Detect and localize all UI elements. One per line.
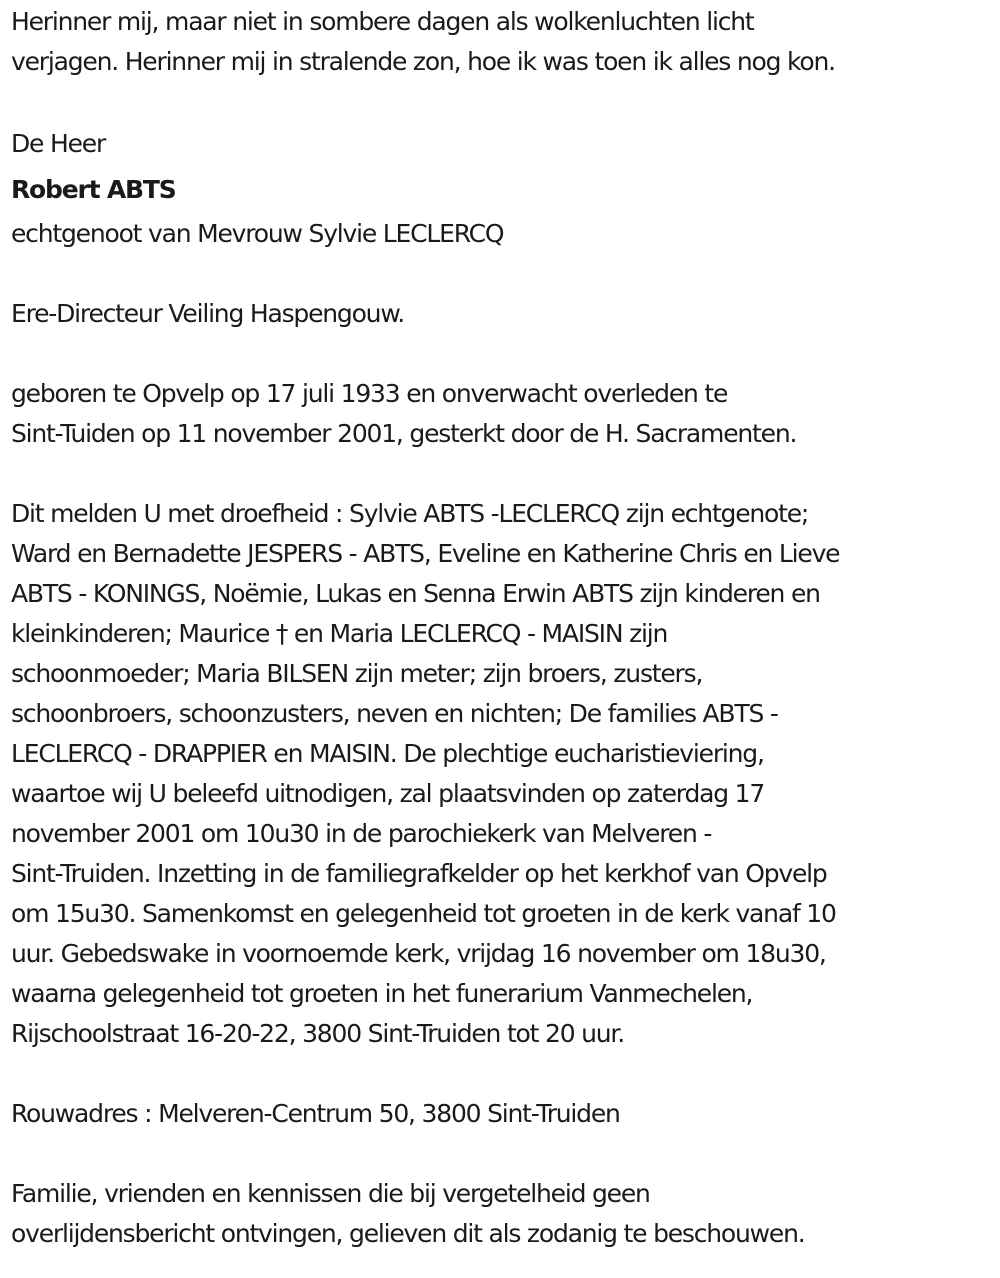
paragraph-line: geboren te Opvelp op 17 juli 1933 en onverwacht overleden te: [11, 379, 728, 408]
poem: [11, 2, 990, 82]
paragraph-line: LECLERCQ - DRAPPIER en MAISIN. De plechtige eucharistieviering,: [11, 739, 764, 768]
paragraph-line: schoonmoeder; Maria BILSEN zijn meter; zijn broers, zusters,: [11, 659, 703, 688]
paragraph-line: Sint-Truiden. Inzetting in de familiegrafkelder op het kerkhof van Opvelp: [11, 859, 827, 888]
paragraph-line: uur. Gebedswake in voornoemde kerk, vrijdag 16 november om 18u30,: [11, 939, 826, 968]
paragraph-line: om 15u30. Samenkomst en gelegenheid tot groeten in de kerk vanaf 10: [11, 899, 836, 928]
spacer: [11, 454, 990, 494]
poem-line: verjagen. Herinner mij in stralende zon, hoe ik was toen ik alles nog kon.: [11, 47, 835, 76]
spouse-line: echtgenoot van Mevrouw Sylvie LECLERCQ: [11, 219, 504, 248]
spacer: [11, 1054, 990, 1094]
paragraph-line: Familie, vrienden en kennissen die bij vergetelheid geen: [11, 1179, 650, 1208]
paragraph-line: waarna gelegenheid tot groeten in het funerarium Vanmechelen,: [11, 979, 753, 1008]
honorific: De Heer: [11, 129, 106, 158]
mourning-address: Rouwadres : Melveren-Centrum 50, 3800 Sint-Truiden: [11, 1099, 620, 1128]
spacer: [11, 1134, 990, 1174]
paragraph-line: Ward en Bernadette JESPERS - ABTS, Eveline en Katherine Chris en Lieve: [11, 539, 840, 568]
spacer: [11, 334, 990, 374]
deceased-name: Robert ABTS: [11, 175, 176, 204]
paragraph-line: Sint-Tuiden op 11 november 2001, gesterkt door de H. Sacramenten.: [11, 419, 797, 448]
spacer: [11, 254, 990, 294]
paragraph-line: kleinkinderen; Maurice † en Maria LECLERCQ - MAISIN zijn: [11, 619, 668, 648]
paragraph-line: november 2001 om 10u30 in de parochiekerk van Melveren -: [11, 819, 712, 848]
paragraph-line: schoonbroers, schoonzusters, neven en nichten; De families ABTS -: [11, 699, 778, 728]
paragraph-line: Dit melden U met droefheid : Sylvie ABTS -LECLERCQ zijn echtgenote;: [11, 499, 809, 528]
paragraph-line: ABTS - KONINGS, Noëmie, Lukas en Senna Erwin ABTS zijn kinderen en: [11, 579, 820, 608]
spacer: [11, 82, 990, 122]
paragraph-line: waartoe wij U beleefd uitnodigen, zal plaatsvinden op zaterdag 17: [11, 779, 765, 808]
birth-death-paragraph: [11, 374, 990, 454]
occupation: Ere-Directeur Veiling Haspengouw.: [11, 299, 405, 328]
paragraph-line: overlijdensbericht ontvingen, gelieven dit als zodanig te beschouwen.: [11, 1219, 805, 1248]
announcement-paragraph: [11, 494, 990, 1054]
paragraph-line: Rijschoolstraat 16-20-22, 3800 Sint-Truiden tot 20 uur.: [11, 1019, 624, 1048]
closing-paragraph: [11, 1174, 990, 1254]
poem-line: Herinner mij, maar niet in sombere dagen als wolkenluchten licht: [11, 7, 754, 36]
